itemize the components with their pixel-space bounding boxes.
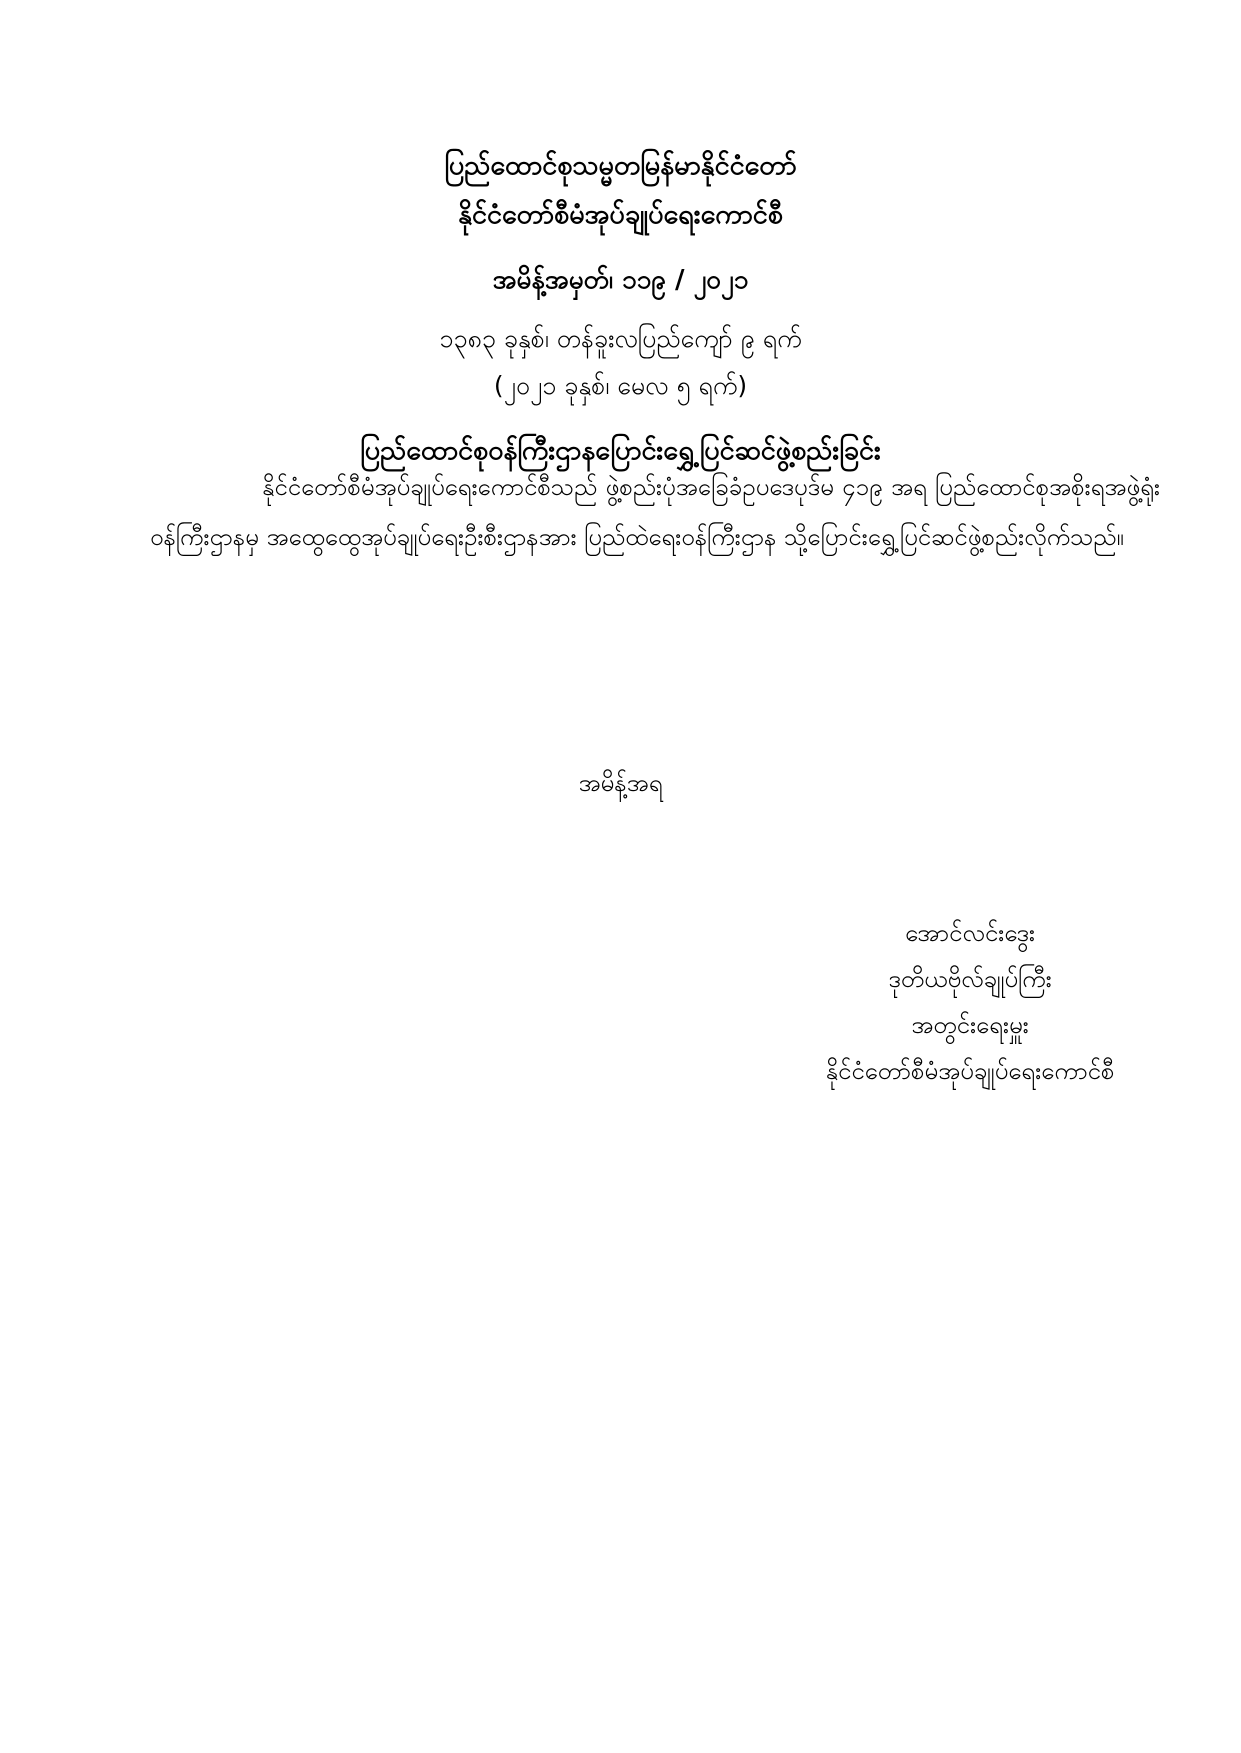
by-order-label: အမိန့်အရ	[578, 769, 663, 797]
signature-block	[740, 910, 1200, 1094]
signatory-rank: ဒုတိယဗိုလ်ချုပ်ကြီး	[888, 965, 1052, 993]
date-myanmar-calendar: ၁၃၈၃ ခုနှစ်၊ တန်ခူးလပြည်ကျော် ၉ ရက်	[439, 324, 802, 353]
signatory-organization: နိုင်ငံတော်စီမံအုပ်ချုပ်ရေးကောင်စီ	[825, 1057, 1115, 1085]
body-text	[150, 462, 1160, 562]
date-gregorian-calendar: (၂၀၂၁ ခုနှစ်၊ မေလ ၅ ရက်)	[493, 371, 748, 400]
body-paragraph: နိုင်ငံတော်စီမံအုပ်ချုပ်ရေးကောင်စီသည် ဖွဲ့စည်းပုံအခြေခံဥပဒေပုဒ်မ ၄၁၉ အရ ပြည်ထောင်စုအစိုးရအဖွဲ့ရုံးဝန်ကြီးဌာနမှ အထွေထွေအုပ်ချုပ်ရေးဦးစီးဌာနအား ပြည်ထဲရေးဝန်ကြီးဌာန သို့ပြောင်းရွှေ့ပြင်ဆင်ဖွဲ့စည်းလိုက်သည်။	[150, 473, 1160, 551]
header-country-name: ပြည်ထောင်စုသမ္မတမြန်မာနိုင်ငံတော်	[444, 150, 797, 181]
signatory-title: အတွင်းရေးမှူး	[911, 1011, 1029, 1039]
signatory-name: အောင်လင်းဒွေး	[905, 919, 1035, 947]
header-council-name: နိုင်ငံတော်စီမံအုပ်ချုပ်ရေးကောင်စီ	[458, 199, 783, 230]
order-number: အမိန့်အမှတ်၊ ၁၁၉ / ၂၀၂၁	[492, 265, 749, 295]
subject-heading: ပြည်ထောင်စုဝန်ကြီးဌာနပြောင်းရွှေ့ပြင်ဆင်ဖွဲ့စည်းခြင်း	[360, 435, 881, 466]
